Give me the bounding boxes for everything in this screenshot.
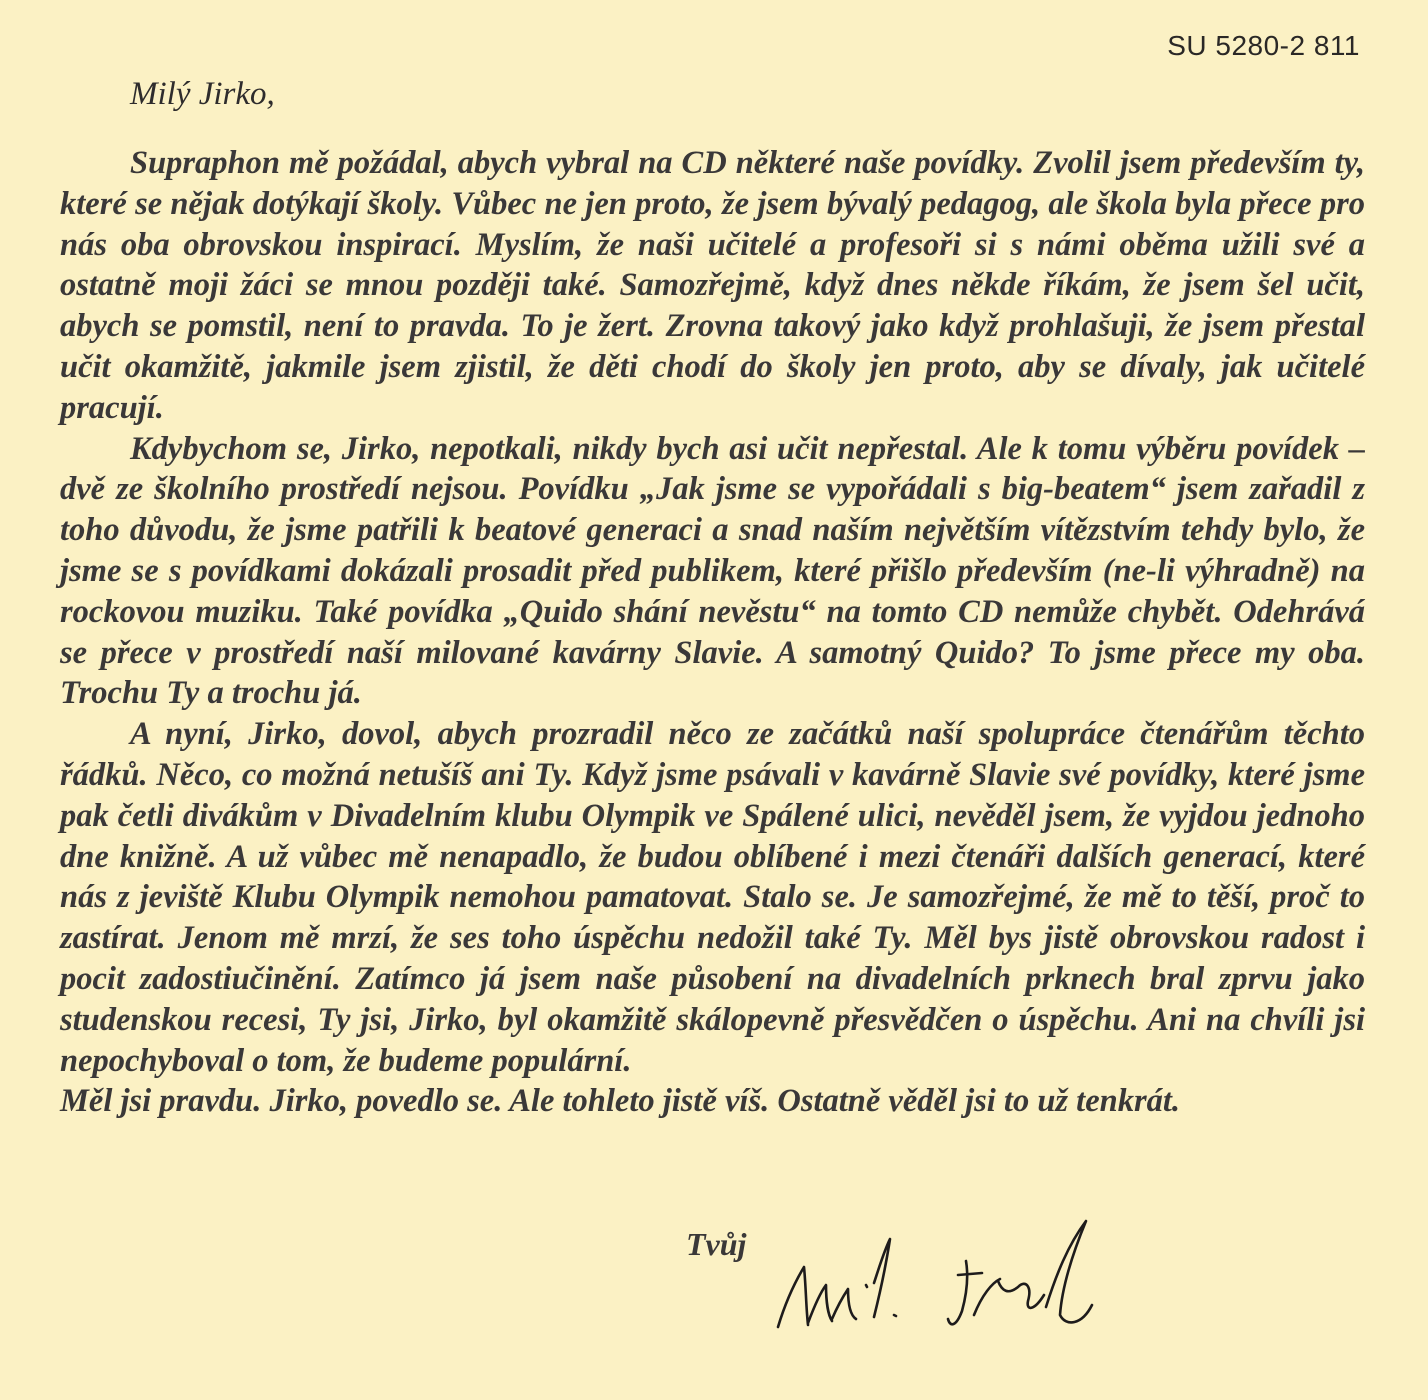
letter-paragraph: A nyní, Jirko, dovol, abych prozradil něco ze začátků naší spolupráce čtenářům těchto řádků. Něco, co možná netušíš ani Ty. Když jsme psávali v kavárně Slavie své povídky, které jsme pak četli divákům v Divadelním klubu Olympik ve Spálené ulici, nevěděl jsem, že vyjdou jednoho dne knižně. A už vůbec mě nenapadlo, že budou oblíbené i mezi čtenáři dalších generací, které nás z jeviště Klubu Olympik nemohou pamatovat. Stalo se. Je samozřejmé, že mě to těší, proč to zastírat. Jenom mě mrzí, že ses toho úspěchu nedožil také Ty. Měl bys jistě obrovskou radost i pocit zadostiučinění. Zatímco já jsem naše působení na divadelních prknech bral zprvu jako studenskou recesi, Ty jsi, Jirko, byl okamžitě skálopevně přesvědčen o úspěchu. Ani na chvíli jsi nepochyboval o tom, že budeme populární.	[60, 716, 1365, 1079]
handwritten-signature	[770, 1215, 1130, 1355]
letter-paragraph: Supraphon mě požádal, abych vybral na CD některé naše povídky. Zvolil jsem především ty, které se nějak dotýkají školy. Vůbec ne jen proto, že jsem bývalý pedagog, ale škola byla přece pro nás oba obrovskou inspirací. Myslím, že naši učitelé a profesoři si s námi oběma užili své a ostatně moji žáci se mnou později také. Samozřejmě, když dnes někde říkám, že jsem šel učit, abych se pomstil, není to pravda. To je žert. Zrovna takový jako když prohlašuji, že jsem přestal učit okamžitě, jakmile jsem zjistil, že děti chodí do školy jen proto, aby se dívaly, jak učitelé pracují.	[60, 145, 1365, 426]
letter-greeting: Milý Jirko,	[130, 76, 275, 112]
letter-closing: Tvůj	[686, 1226, 747, 1262]
letter-final-line: Měl jsi pravdu. Jirko, povedlo se. Ale tohleto jistě víš. Ostatně věděl jsi to už tenkrát.	[60, 1083, 1181, 1120]
catalog-number: SU 5280-2 811	[1167, 30, 1360, 61]
letter-body	[60, 143, 1365, 1122]
letter-paragraph: Kdybychom se, Jirko, nepotkali, nikdy bych asi učit nepřestal. Ale k tomu výběru povídek – dvě ze školního prostředí nejsou. Povídku „Jak jsme se vypořádali s big-beatem“ jsem zařadil z toho důvodu, že jsme patřili k beatové generaci a snad naším největším vítězstvím tehdy bylo, že jsme se s povídkami dokázali prosadit před publikem, které přišlo především (ne-li výhradně) na rockovou muziku. Také povídka „Quido shání nevěstu“ na tomto CD nemůže chybět. Odehrává se přece v prostředí naší milované kavárny Slavie. A samotný Quido? To jsme přece my oba. Trochu Ty a trochu já.	[60, 430, 1365, 712]
